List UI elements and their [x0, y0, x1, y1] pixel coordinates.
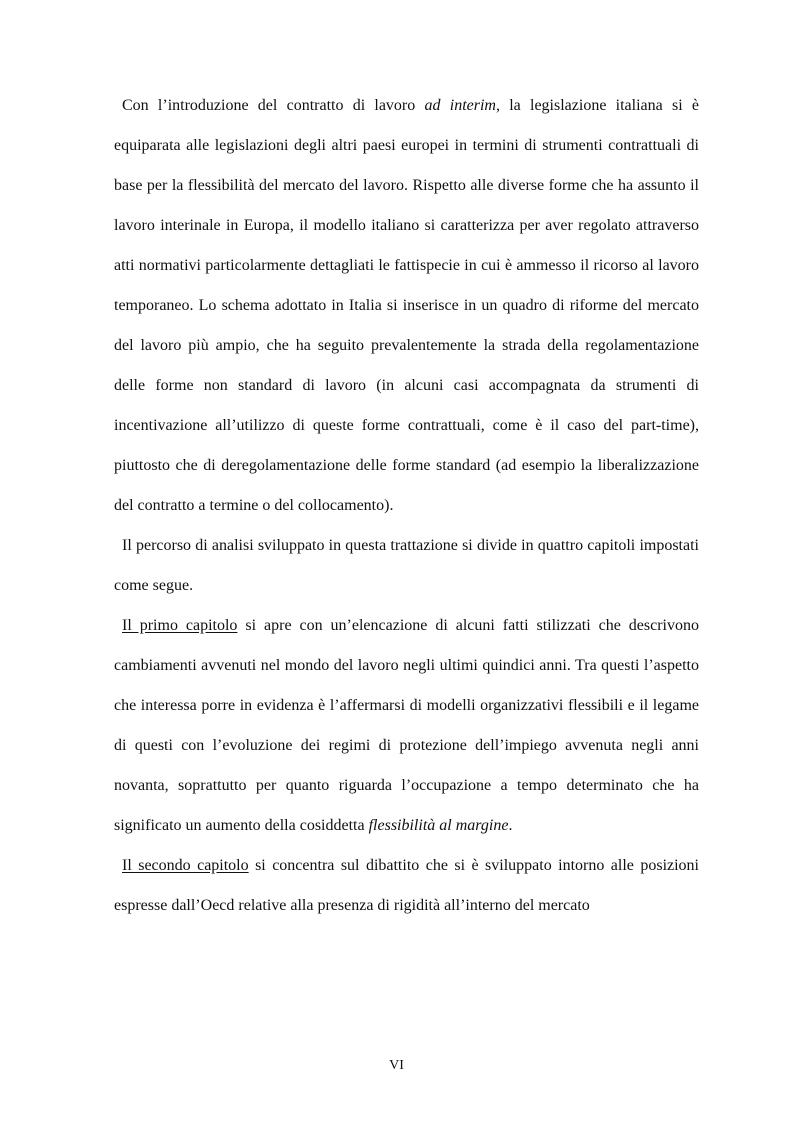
chapter-heading-underlined: Il primo capitolo — [122, 617, 238, 634]
paragraph-introduction — [114, 86, 699, 526]
italic-term: ad interim — [424, 97, 496, 114]
paragraph-text: si concentra sul dibattito che si è sviluppato intorno alle posizioni espresse dall’Oecd relative alla presenza di rigidità all’interno del mercato — [114, 857, 700, 914]
chapter-heading-underlined: Il secondo capitolo — [122, 857, 249, 874]
page-number: VI — [389, 1058, 404, 1073]
paragraph-chapter-two — [114, 846, 699, 926]
paragraph-text: Il percorso di analisi sviluppato in questa trattazione si divide in quattro capitoli impostati come segue. — [114, 537, 699, 594]
paragraph-text: . — [508, 817, 513, 834]
italic-term: flessibilità al margine — [368, 817, 509, 834]
paragraph-chapter-one — [114, 606, 699, 846]
paragraph-text: si apre con un’elencazione di alcuni fatti stilizzati che descrivono cambiamenti avvenuti nel mondo del lavoro negli ultimi quindici anni. Tra questi l’aspetto che interessa porre in evidenza è l’affermarsi di modelli organizzativi flessibili e il legame di questi con l’evoluzione dei regimi di protezione dell’impiego avvenuta negli anni novanta, soprattutto per quanto riguarda l’occupazione a tempo determinato che ha significato un aumento della cosiddetta — [114, 617, 700, 834]
paragraph-text: Con l’introduzione del contratto di lavoro — [122, 97, 425, 114]
document-page — [114, 86, 699, 926]
paragraph-outline — [114, 526, 699, 606]
paragraph-text: , la legislazione italiana si è equiparata alle legislazioni degli altri paesi europei in termini di strumenti contrattuali di base per la flessibilità del mercato del lavoro. Rispetto alle diverse forme che ha assunto il lavoro interinale in Europa, il modello italiano si caratterizza per aver regolato attraverso atti normativi particolarmente dettagliati le fattispecie in cui è ammesso il ricorso al lavoro temporaneo. Lo schema adottato in Italia si inserisce in un quadro di riforme del mercato del lavoro più ampio, che ha seguito prevalentemente la strada della regolamentazione delle forme non standard di lavoro (in alcuni casi accompagnata da strumenti di incentivazione all’utilizzo di queste forme contrattuali, come è il caso del part-time), piuttosto che di deregolamentazione delle forme standard (ad esempio la liberalizzazione del contratto a termine o del collocamento). — [114, 97, 699, 514]
